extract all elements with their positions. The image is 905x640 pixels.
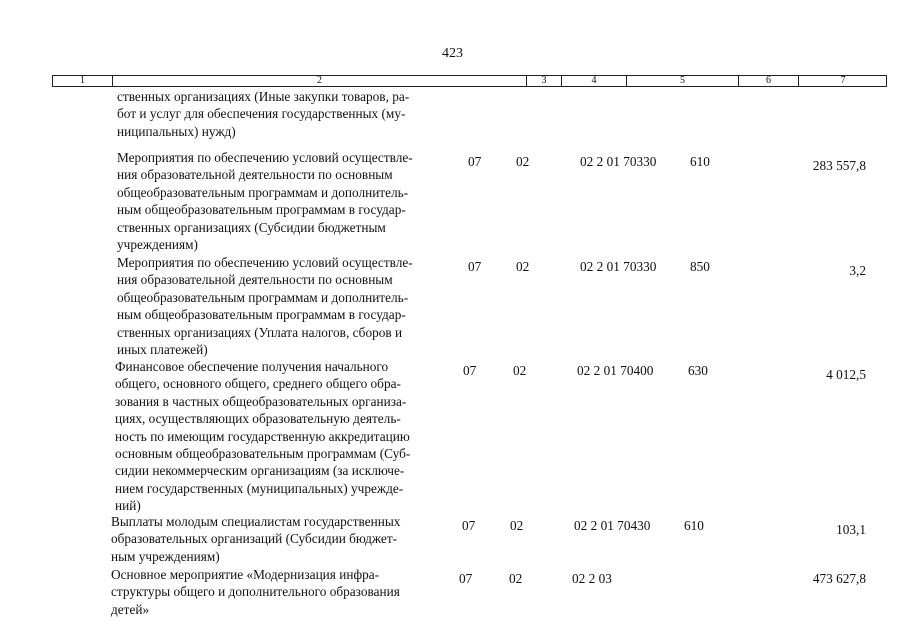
header-col-6: 6 <box>738 75 798 87</box>
description-line: ственных организациях (Субсидии бюджетным <box>117 219 386 235</box>
amount: 283 557,8 <box>812 158 866 173</box>
description-line: образовательных организаций (Субсидии бюджет- <box>111 531 398 547</box>
description-line: циях, осуществляющих образовательную деятель- <box>115 411 401 427</box>
header-col-5: 5 <box>626 75 738 87</box>
subsection-code: 02 <box>516 154 530 169</box>
description-line: ния образовательной деятельности по основным <box>117 272 393 288</box>
description-line: общего, основного общего, среднего общего обра- <box>115 376 401 392</box>
description-line: ственных организациях (Уплата налогов, сборов и <box>117 324 403 340</box>
amount: 473 627,8 <box>812 571 866 586</box>
description-line: ным общеобразовательным программам в государ- <box>117 307 406 323</box>
description-line: иных платежей) <box>117 342 208 358</box>
description-line: Основное мероприятие «Модернизация инфра- <box>111 567 380 582</box>
amount: 103,1 <box>836 522 866 537</box>
description-line: сидии некоммерческим организациям (за исключе- <box>115 463 405 479</box>
subsection-code: 02 <box>513 363 527 378</box>
description-line: детей» <box>111 601 150 617</box>
description-line: ным учреждениям) <box>111 548 220 564</box>
description-line: Мероприятия по обеспечению условий осуществле- <box>117 150 413 165</box>
table-header <box>52 75 887 87</box>
target-article-code: 02 2 01 70400 <box>577 363 654 378</box>
subsection-code: 02 <box>516 259 530 274</box>
description-line: ственных организациях (Иные закупки товаров, ра- <box>117 89 410 104</box>
description-line: Выплаты молодым специалистам государственных <box>111 514 401 529</box>
description-line: нием государственных (муниципальных) учрежде- <box>115 480 404 496</box>
target-article-code: 02 2 01 70330 <box>580 154 657 169</box>
row-description <box>111 513 456 565</box>
description-line: зования в частных общеобразовательных организа- <box>115 393 407 409</box>
description-line: структуры общего и дополнительного образования <box>111 584 400 600</box>
description-line: бот и услуг для обеспечения государственных (му- <box>117 106 406 122</box>
description-line: основным общеобразовательным программам (Суб- <box>115 446 411 462</box>
subsection-code: 02 <box>509 571 523 586</box>
description-line: общеобразовательным программам и дополнитель- <box>117 184 409 200</box>
description-line: общеобразовательным программам и дополнитель- <box>117 289 409 305</box>
target-article-code: 02 2 03 <box>572 571 612 586</box>
target-article-code: 02 2 01 70330 <box>580 259 657 274</box>
section-code: 07 <box>459 571 473 586</box>
description-line: ний) <box>115 498 141 514</box>
target-article-code: 02 2 01 70430 <box>574 518 651 533</box>
description-line: Мероприятия по обеспечению условий осуществле- <box>117 255 413 270</box>
description-line: ным общеобразовательным программам в государ- <box>117 202 406 218</box>
description-line: ния образовательной деятельности по основным <box>117 167 393 183</box>
expense-type-code: 850 <box>690 259 710 274</box>
row-description <box>117 88 462 140</box>
header-col-3: 3 <box>526 75 561 87</box>
description-line: учреждениям) <box>117 237 198 253</box>
amount: 4 012,5 <box>826 367 866 382</box>
row-description <box>117 149 462 253</box>
header-col-7: 7 <box>798 75 887 87</box>
expense-type-code: 630 <box>688 363 708 378</box>
description-line: Финансовое обеспечение получения начального <box>115 359 389 374</box>
row-description <box>117 254 462 358</box>
section-code: 07 <box>468 154 482 169</box>
expense-type-code: 610 <box>690 154 710 169</box>
expense-type-code: 610 <box>684 518 704 533</box>
subsection-code: 02 <box>510 518 524 533</box>
row-description <box>111 566 456 618</box>
section-code: 07 <box>462 518 476 533</box>
description-line: ниципальных) нужд) <box>117 123 236 139</box>
header-col-1: 1 <box>80 75 85 86</box>
amount: 3,2 <box>849 263 866 278</box>
header-col-4: 4 <box>561 75 626 87</box>
page-number: 423 <box>442 46 463 61</box>
row-description <box>115 358 460 515</box>
section-code: 07 <box>463 363 477 378</box>
header-col-2: 2 <box>112 75 526 87</box>
description-line: ность по имеющим государственную аккредитацию <box>115 428 410 444</box>
section-code: 07 <box>468 259 482 274</box>
